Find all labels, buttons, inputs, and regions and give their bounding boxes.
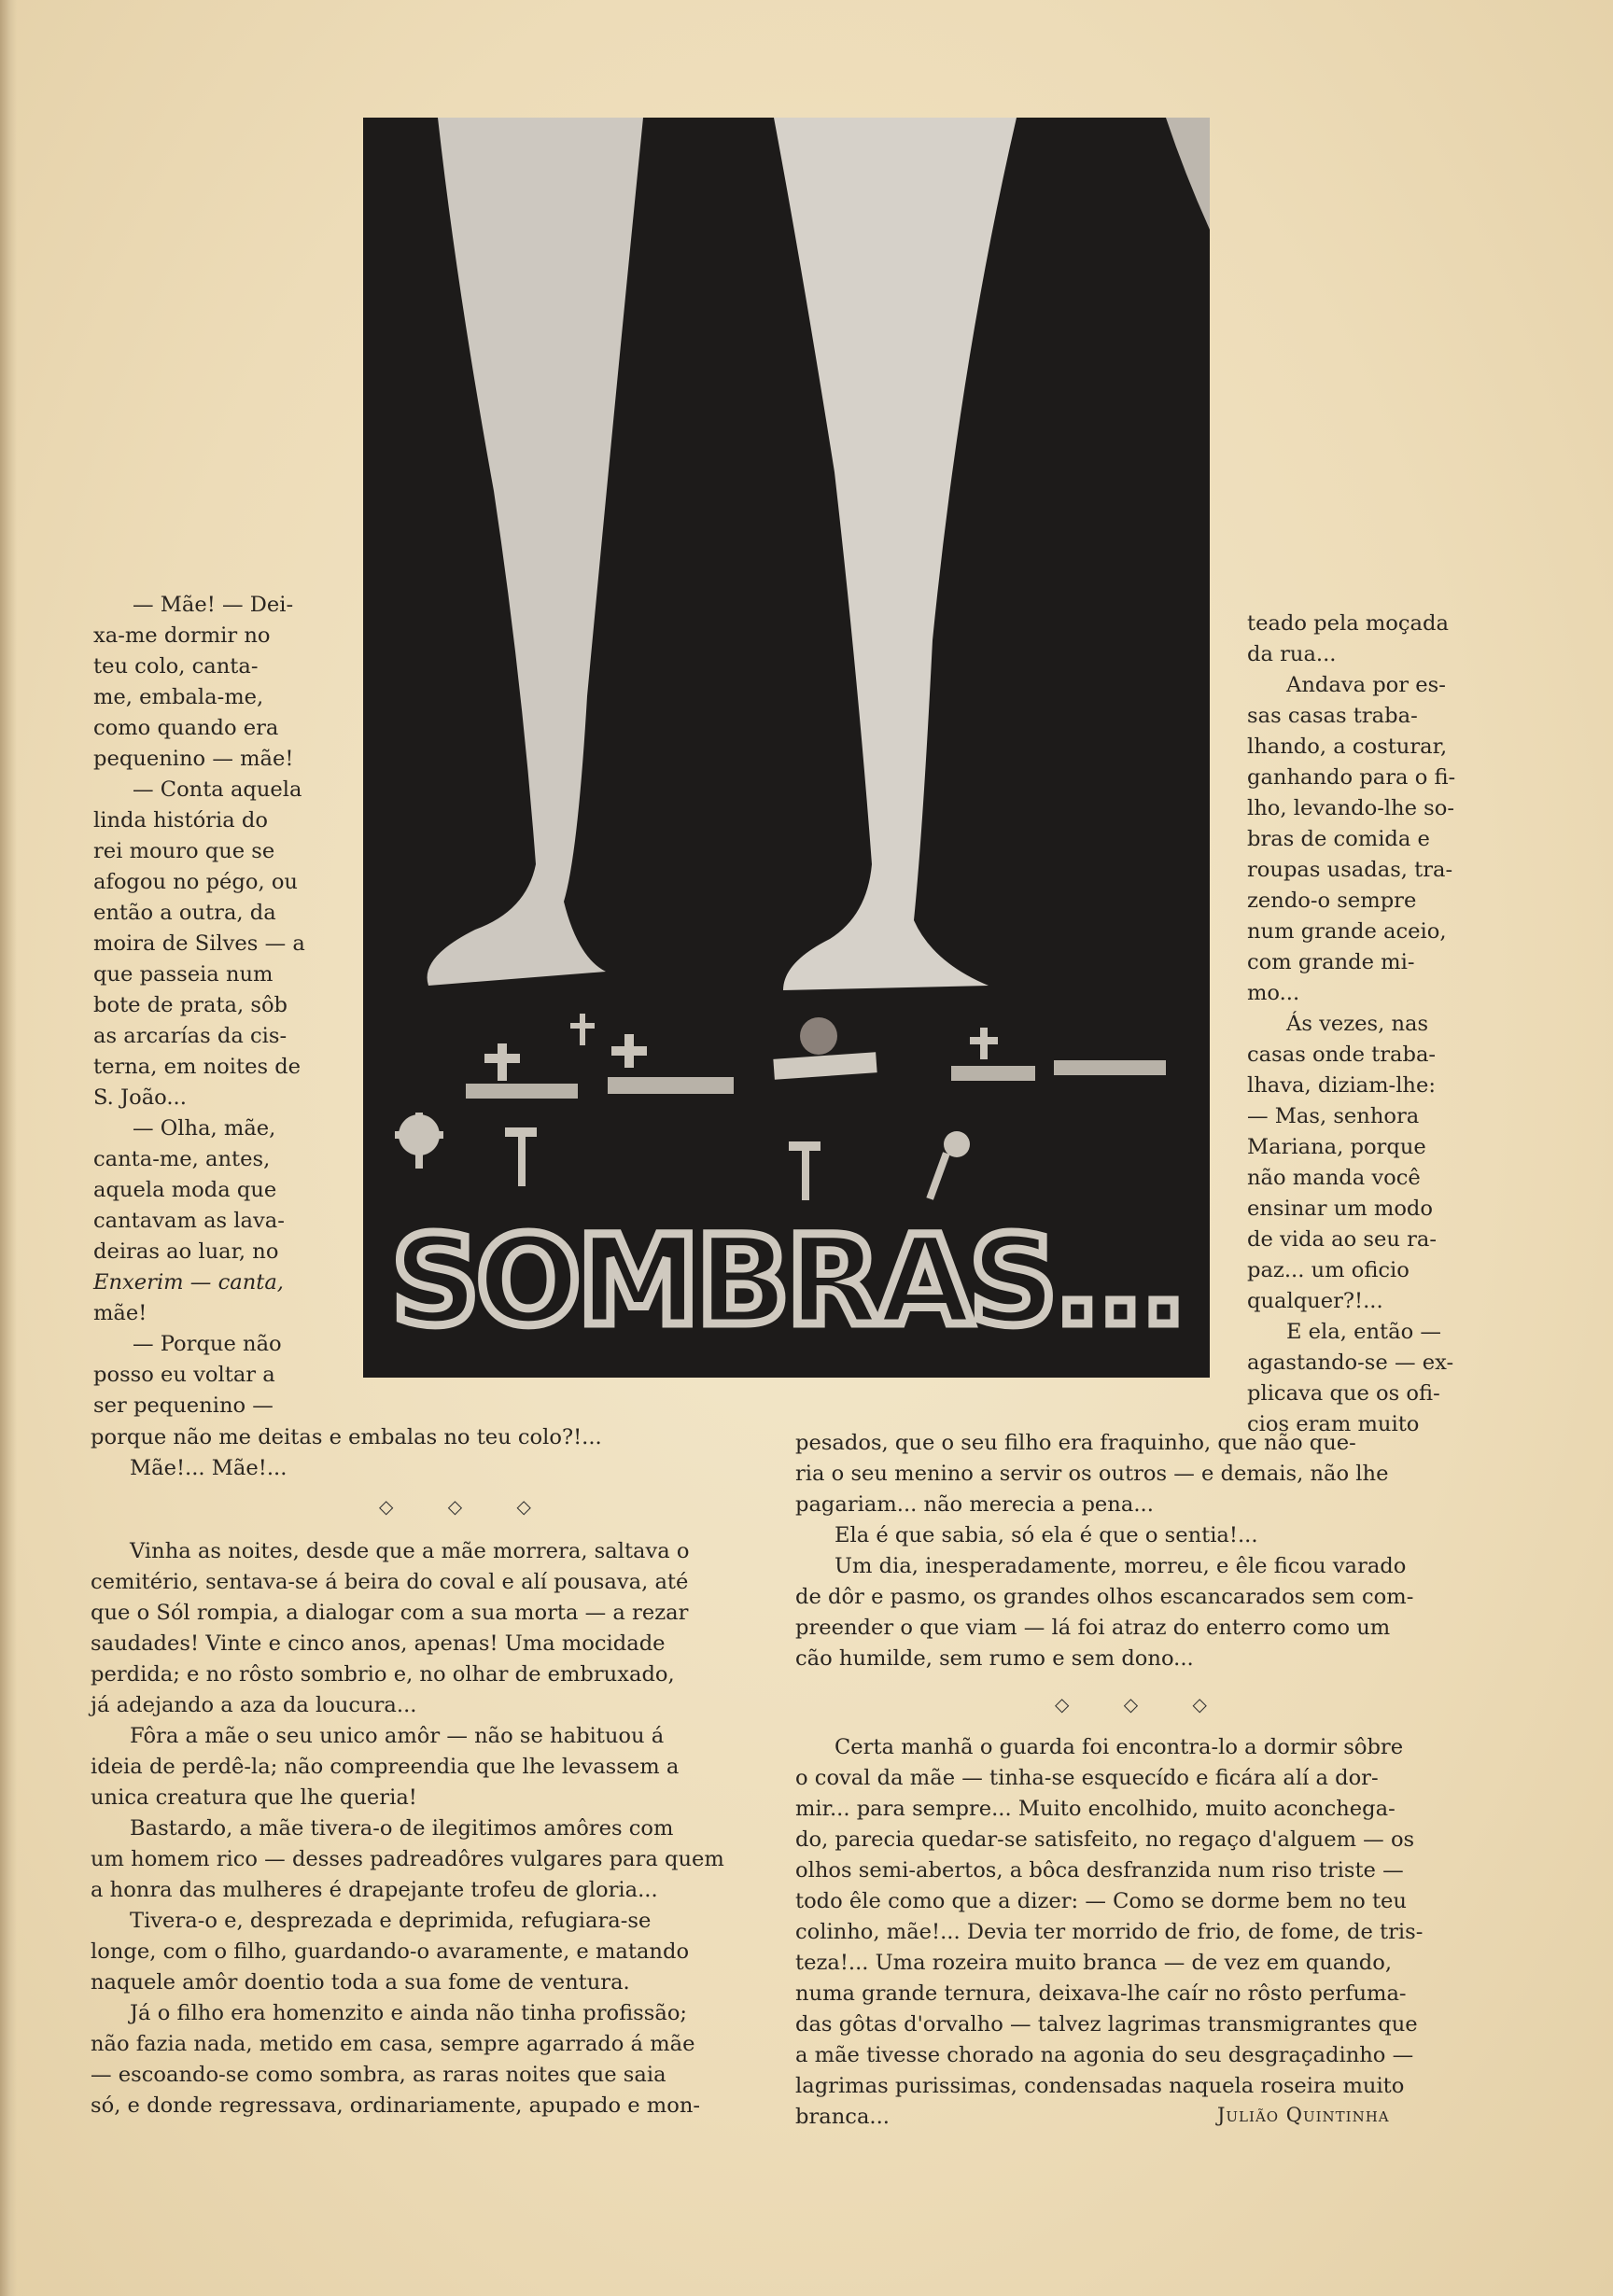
text-line: S. João... [93, 1085, 187, 1110]
text-line: preender o que viam — lá foi atraz do enterro como um [795, 1616, 1391, 1640]
text-line: plicava que os ofi- [1247, 1381, 1440, 1406]
text-line: colinho, mãe!... Devia ter morrido de frio, de fome, de tris- [795, 1920, 1424, 1944]
text-line: mãe! [93, 1301, 147, 1325]
text-line: da rua... [1247, 642, 1337, 666]
text-line: cão humilde, sem rumo e sem dono... [795, 1646, 1194, 1671]
text-line: E ela, então — [1286, 1320, 1441, 1344]
text-line: linda história do [93, 808, 268, 833]
text-line: teado pela moçada [1247, 611, 1449, 636]
text-line: olhos semi-abertos, a bôca desfranzida num riso triste — [795, 1858, 1404, 1883]
text-line: deiras ao luar, no [93, 1239, 279, 1264]
text-line: casas onde traba- [1247, 1043, 1437, 1067]
bottom-right-column-b [795, 1732, 1467, 2133]
text-line: que passeia num [93, 962, 274, 987]
text-line: todo êle como que a dizer: — Como se dorme bem no teu [795, 1889, 1407, 1913]
text-line: Andava por es- [1286, 673, 1446, 697]
text-line: a mãe tivesse chorado na agonia do seu desgraçadinho — [795, 2043, 1414, 2067]
text-line: mo... [1247, 981, 1300, 1005]
text-line: perdida; e no rôsto sombrio e, no olhar de embruxado, [91, 1662, 675, 1687]
text-line: como quando era [93, 716, 279, 740]
section-separator: ◇ ◇ ◇ [379, 1495, 555, 1518]
text-line: ensinar um modo [1247, 1197, 1433, 1221]
text-line: terna, em noites de [93, 1055, 302, 1079]
text-line: porque não me deitas e embalas no teu colo?!... [91, 1425, 602, 1449]
text-line: lhando, a costurar, [1247, 735, 1448, 759]
text-line: não manda você [1247, 1166, 1421, 1190]
text-line: bote de prata, sôb [93, 993, 288, 1017]
text-line: Fôra a mãe o seu unico amôr — não se habituou á [130, 1724, 665, 1748]
text-line: — escoando-se como sombra, as raras noites que saia [91, 2063, 666, 2087]
text-line: Bastardo, a mãe tivera-o de ilegitimos amôres com [130, 1816, 674, 1841]
text-line: longe, com o filho, guardando-o avaramente, e matando [91, 1939, 690, 1964]
text-line: sas casas traba- [1247, 704, 1418, 728]
text-line: pequenino — mãe! [93, 747, 294, 771]
text-line: teza!... Uma rozeira muito branca — de vez em quando, [795, 1951, 1393, 1975]
text-line: Certa manhã o guarda foi encontra-lo a dormir sôbre [835, 1735, 1404, 1759]
text-line: Tivera-o e, desprezada e deprimida, refugiara-se [130, 1909, 652, 1933]
text-line: lagrimas purissimas, condensadas naquela roseira muito [795, 2074, 1405, 2098]
text-line: das gôtas d'orvalho — talvez lagrimas transmigrantes que [795, 2012, 1418, 2037]
text-line: ria o seu menino a servir os outros — e demais, não lhe [795, 1462, 1389, 1486]
text-line: rei mouro que se [93, 839, 275, 863]
torn-edge [0, 0, 17, 2296]
text-line: zendo-o sempre [1247, 889, 1417, 913]
text-line: afogou no pégo, ou [93, 870, 298, 894]
text-line: naquele amôr doentio toda a sua fome de ventura. [91, 1970, 630, 1995]
text-line: lhava, diziam-lhe: [1247, 1073, 1436, 1098]
text-line: moira de Silves — a [93, 931, 305, 956]
text-line: então a outra, da [93, 901, 276, 925]
left-column [93, 590, 316, 1421]
text-line: — Porque não [133, 1332, 282, 1356]
text-line: cemitério, sentava-se á beira do coval e alí pousava, até [91, 1570, 689, 1594]
text-line: — Mas, senhora [1247, 1104, 1420, 1128]
text-line: pagariam... não merecia a pena... [795, 1492, 1154, 1517]
text-line: — Olha, mãe, [133, 1116, 276, 1141]
text-line: me, embala-me, [93, 685, 264, 709]
text-line: ser pequenino — [93, 1393, 274, 1418]
text-line: um homem rico — desses padreadôres vulgares para quem [91, 1847, 724, 1871]
illustration-title: SOMBRAS... [391, 1210, 1184, 1353]
text-line: branca... [795, 2105, 890, 2129]
text-line: Um dia, inesperadamente, morreu, e êle ficou varado [835, 1554, 1407, 1578]
text-line: Ás vezes, nas [1286, 1012, 1429, 1036]
bottom-left-column [91, 1536, 755, 2121]
text-line: num grande aceio, [1247, 919, 1447, 944]
right-column [1247, 609, 1471, 1440]
text-line: Enxerim — canta, [93, 1270, 284, 1295]
text-line: unica creatura que lhe queria! [91, 1785, 417, 1810]
text-line: roupas usadas, tra- [1247, 858, 1453, 882]
author-signature: Julião Quintinha [1217, 2104, 1390, 2126]
text-line: que o Sól rompia, a dialogar com a sua morta — a rezar [91, 1601, 689, 1625]
text-line: bras de comida e [1247, 827, 1430, 851]
text-line: canta-me, antes, [93, 1147, 271, 1171]
text-line: a honra das mulheres é drapejante trofeu de gloria... [91, 1878, 658, 1902]
text-line: lho, levando-lhe so- [1247, 796, 1454, 820]
text-line: — Mãe! — Dei- [133, 593, 294, 617]
illustration-art [363, 118, 1210, 1378]
text-line: Ela é que sabia, só ela é que o sentia!... [835, 1523, 1258, 1547]
text-line: Vinha as noites, desde que a mãe morrera, saltava o [130, 1539, 690, 1563]
text-line: qualquer?!... [1247, 1289, 1383, 1313]
left-column-wide [91, 1422, 688, 1484]
text-line: de vida ao seu ra- [1247, 1227, 1437, 1252]
text-line: só, e donde regressava, ordinariamente, apupado e mon- [91, 2093, 701, 2118]
text-line: o coval da mãe — tinha-se esquecído e ficára alí a dor- [795, 1766, 1379, 1790]
text-line: de dôr e pasmo, os grandes olhos escancarados sem com- [795, 1585, 1414, 1609]
text-line: agastando-se — ex- [1247, 1351, 1454, 1375]
text-line: Mariana, porque [1247, 1135, 1426, 1159]
text-line: numa grande ternura, deixava-lhe caír no rôsto perfuma- [795, 1981, 1407, 2006]
section-separator: ◇ ◇ ◇ [1055, 1693, 1231, 1715]
text-line: já adejando a aza da loucura... [91, 1693, 417, 1717]
text-line: xa-me dormir no [93, 623, 271, 648]
text-line: — Conta aquela [133, 777, 302, 802]
bottom-right-column-a [795, 1428, 1467, 1674]
text-line: as arcarías da cis- [93, 1024, 288, 1048]
text-line: do, parecia quedar-se satisfeito, no regaço d'alguem — os [795, 1827, 1415, 1852]
text-line: com grande mi- [1247, 950, 1415, 974]
text-line: cantavam as lava- [93, 1209, 285, 1233]
text-line: Já o filho era homenzito e ainda não tinha profissão; [130, 2001, 688, 2025]
text-line: Mãe!... Mãe!... [130, 1456, 288, 1480]
text-line: posso eu voltar a [93, 1363, 275, 1387]
text-line: cios eram muito [1247, 1412, 1420, 1436]
illustration [363, 118, 1210, 1378]
text-line: mir... para sempre... Muito encolhido, muito aconchega- [795, 1797, 1396, 1821]
text-line: paz... um oficio [1247, 1258, 1410, 1282]
text-line: aquela moda que [93, 1178, 277, 1202]
text-line: saudades! Vinte e cinco anos, apenas! Uma mocidade [91, 1631, 666, 1656]
text-line: ideia de perdê-la; não compreendia que lhe levassem a [91, 1755, 680, 1779]
text-line: não fazia nada, metido em casa, sempre agarrado á mãe [91, 2032, 695, 2056]
text-line: ganhando para o fi- [1247, 765, 1456, 790]
text-line: pesados, que o seu filho era fraquinho, que não que- [795, 1431, 1356, 1455]
text-line: teu colo, canta- [93, 654, 259, 679]
